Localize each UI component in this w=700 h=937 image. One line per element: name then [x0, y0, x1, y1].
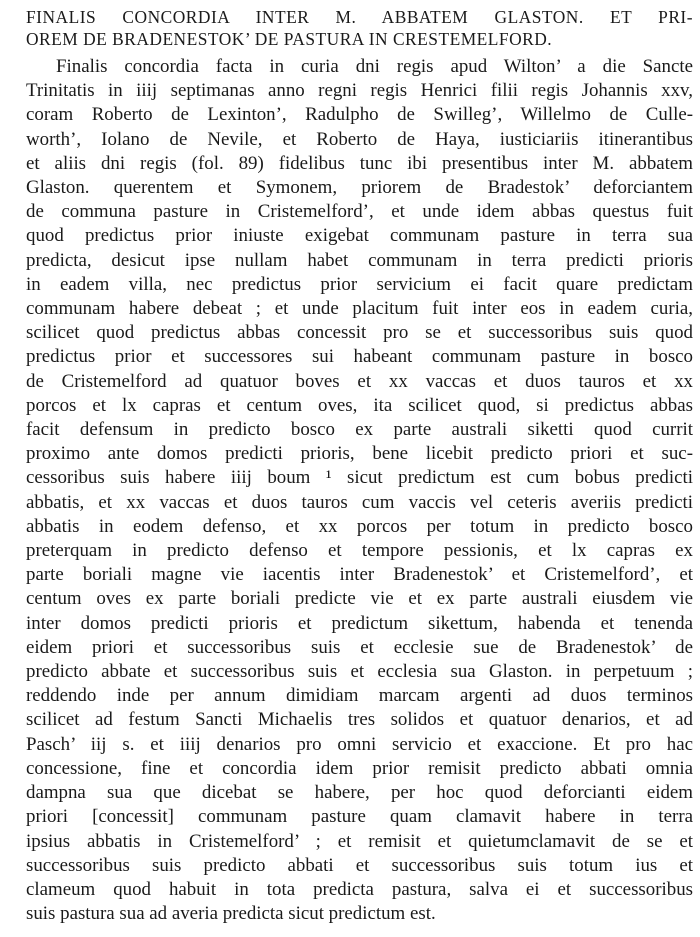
- body-line: proximo ante domos predicti prioris, bene licebit predicto priori et suc-: [26, 443, 693, 465]
- body-line: worth’, Iolano de Nevile, et Roberto de Haya, iusticiariis itinerantibus: [26, 128, 693, 150]
- body-line: et aliis dni regis (fol. 89) fidelibus tunc ibi presentibus inter M. abbatem: [26, 152, 693, 174]
- body-line: cessoribus suis habere iiij boum ¹ sicut predictum est cum bobus predicti: [26, 467, 693, 489]
- body-line: predicto abbate et successoribus suis et ecclesia sua Glaston. in perpetuum ;: [26, 661, 693, 683]
- document-page: [26, 6, 693, 926]
- body-line: ipsius abbatis in Cristemelford’ ; et remisit et quietumclamavit de se et: [26, 830, 693, 852]
- body-line: suis pastura sua ad averia predicta sicut predictum est.: [26, 903, 436, 925]
- body-line: clameum quod habuit in tota predicta pastura, salva ei et successoribus: [26, 878, 693, 900]
- body-line: communam habere debeat ; et unde placitum fuit inter eos in eadem curia,: [26, 298, 693, 320]
- body-line: Pasch’ iij s. et iiij denarios pro omni servicio et exaccione. Et pro hac: [26, 733, 693, 755]
- body-line: parte boriali magne vie iacentis inter Bradenestok’ et Cristemelford’, et: [26, 564, 693, 586]
- body-line: successoribus suis predicto abbati et successoribus suis totum ius et: [26, 854, 693, 876]
- body-line: preterquam in predicto defenso et tempore pessionis, et lx capras ex: [26, 540, 693, 562]
- body-line: coram Roberto de Lexinton’, Radulpho de Swilleg’, Willelmo de Culle-: [26, 104, 693, 126]
- body-line: porcos et lx capras et centum oves, ita scilicet quod, si predictus abbas: [26, 394, 693, 416]
- body-line: Finalis concordia facta in curia dni regis apud Wilton’ a die Sancte: [56, 56, 693, 77]
- document-heading: [26, 6, 693, 50]
- body-line: predicta, desicut ipse nullam habet communam in terra predicti prioris: [26, 249, 693, 271]
- body-line: abbatis in eodem defenso, et xx porcos per totum in predicto bosco: [26, 515, 693, 537]
- body-line: priori [concessit] communam pasture quam clamavit habere in terra: [26, 806, 693, 828]
- body-line: quod predictus prior iniuste exigebat communam pasture in terra sua: [26, 225, 693, 247]
- body-line: de communa pasture in Cristemelford’, et unde idem abbas questus fuit: [26, 201, 693, 223]
- body-line: scilicet quod predictus abbas concessit pro se et successoribus suis quod: [26, 322, 693, 344]
- body-paragraph: [26, 55, 693, 926]
- body-line: concessione, fine et concordia idem prior remisit predicto abbati omnia: [26, 757, 693, 779]
- body-line: de Cristemelford ad quatuor boves et xx vaccas et duos tauros et xx: [26, 370, 693, 392]
- body-line: predictus prior et successores sui habeant communam pasture in bosco: [26, 346, 693, 368]
- body-line: Trinitatis in iiij septimanas anno regni regis Henrici filii regis Johannis xxv,: [26, 80, 693, 102]
- body-line: abbatis, et xx vaccas et duos tauros cum vaccis vel ceteris averiis predicti: [26, 491, 693, 513]
- body-line: facit defensum in predicto bosco ex parte australi siketti quod currit: [26, 419, 693, 441]
- body-line: eidem priori et successoribus suis et ecclesie sue de Bradenestok’ de: [26, 636, 693, 658]
- heading-line: FINALIS CONCORDIA INTER M. ABBATEM GLASTON. ET PRI-: [26, 7, 693, 27]
- body-line: Glaston. querentem et Symonem, priorem de Bradestok’ deforciantem: [26, 177, 693, 199]
- body-line: reddendo inde per annum dimidiam marcam argenti ad duos terminos: [26, 685, 693, 707]
- body-line: centum oves ex parte boriali predicte vie et ex parte australi eiusdem vie: [26, 588, 693, 610]
- body-line: inter domos predicti prioris et predictum sikettum, habenda et tenenda: [26, 612, 693, 634]
- body-line: in eadem villa, nec predictus prior servicium ei facit quare predictam: [26, 273, 693, 295]
- body-line: dampna sua que dicebat se habere, per hoc quod deforcianti eidem: [26, 782, 693, 804]
- heading-line: OREM DE BRADENESTOK’ DE PASTURA IN CRESTEMELFORD.: [26, 29, 553, 49]
- body-line: scilicet ad festum Sancti Michaelis tres solidos et quatuor denarios, et ad: [26, 709, 693, 731]
